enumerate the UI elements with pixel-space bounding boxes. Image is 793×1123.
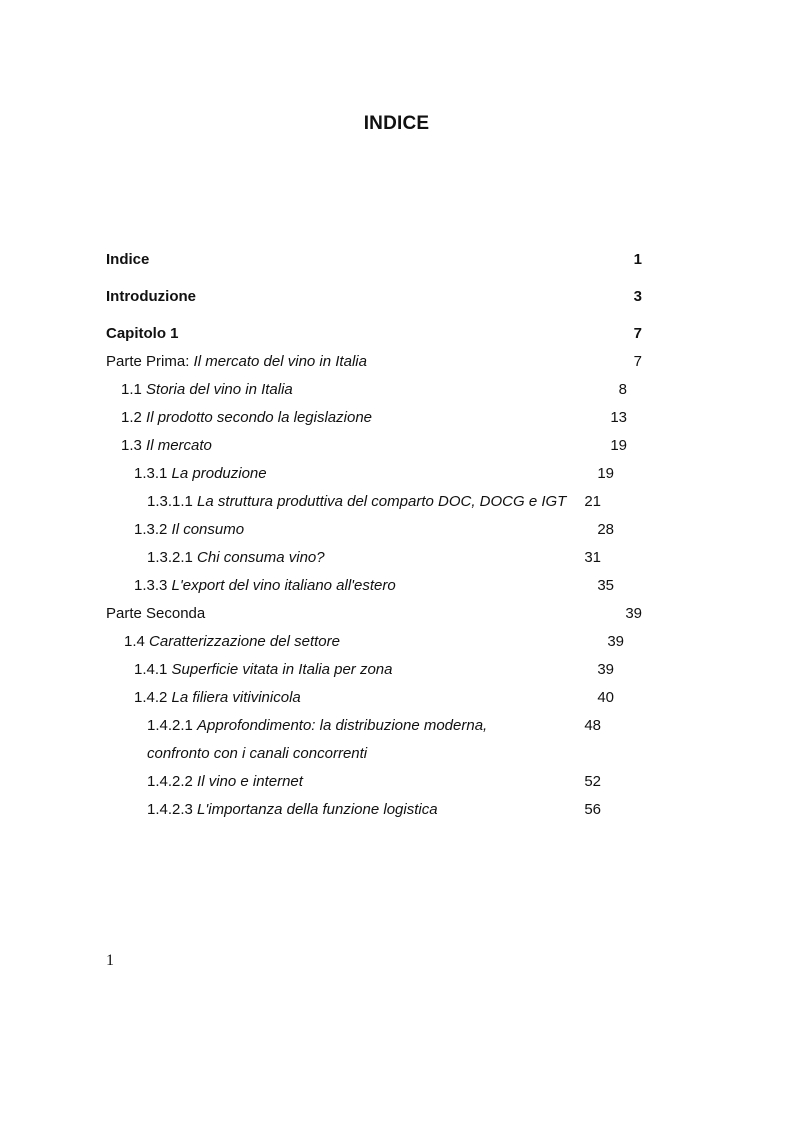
toc-entry-page: 31 (584, 549, 601, 566)
toc-entry-page: 39 (625, 605, 642, 622)
toc-entry-page: 39 (597, 661, 614, 678)
toc-entry-page: 7 (633, 353, 642, 370)
toc-entry-label: Indice (106, 251, 150, 268)
toc-entry-1-4-2 (106, 684, 656, 712)
toc-entry-1-2 (106, 404, 656, 432)
toc-entry-1-3-1-1 (106, 488, 656, 516)
toc-entry-page: 21 (584, 493, 601, 510)
page-title: INDICE (363, 113, 430, 134)
toc-entry-title: L'export del vino italiano all'estero (171, 577, 396, 594)
toc-entry-number: 1.3.3 (134, 577, 172, 594)
toc-entry-page: 19 (597, 465, 614, 482)
toc-entry-indice (106, 246, 656, 274)
toc-entry-page: 52 (584, 773, 601, 790)
toc-entry-label (147, 768, 577, 796)
toc-entry-title: Il mercato del vino in Italia (193, 353, 367, 370)
toc-entry-title: Caratterizzazione del settore (149, 633, 340, 650)
toc-entry-number: 1.4.2.3 (147, 801, 198, 818)
toc-entry-1-1 (106, 376, 656, 404)
toc-entry-page: 56 (584, 801, 601, 818)
toc-entry-title: Il mercato (146, 437, 212, 454)
toc-entry-parte-seconda (106, 600, 656, 628)
toc-entry-title: Il consumo (171, 521, 245, 538)
toc-entry-number: 1.4.2.1 (147, 717, 198, 734)
toc-entry-1-4-2-2 (106, 768, 656, 796)
toc-entry-number: 1.3.2 (134, 521, 172, 538)
toc-entry-1-3-3 (106, 572, 656, 600)
toc-entry-page: 19 (610, 437, 627, 454)
toc-entry-label (147, 488, 577, 516)
toc-entry-label (121, 404, 591, 432)
toc-entry-label (147, 796, 577, 824)
toc-entry-title: Il prodotto secondo la legislazione (146, 409, 373, 426)
toc-entry-1-4-2-1 (106, 712, 656, 768)
toc-entry-number: 1.4.1 (134, 661, 172, 678)
toc-entry-page: 1 (633, 251, 642, 268)
toc-entry-label (106, 348, 576, 376)
toc-entry-label (124, 628, 594, 656)
toc-entry-number: 1.4.2.2 (147, 773, 198, 790)
toc-entry-1-3 (106, 432, 656, 460)
toc-entry-label (134, 460, 604, 488)
toc-entry-label (121, 376, 591, 404)
toc-entry-number: 1.3.1.1 (147, 493, 198, 510)
toc-entry-1-3-2 (106, 516, 656, 544)
toc-entry-page: 7 (633, 325, 642, 342)
toc-entry-introduzione (106, 283, 656, 311)
toc-entry-label (147, 544, 577, 572)
toc-entry-parte-prima (106, 348, 656, 376)
toc-entry-label (134, 684, 604, 712)
toc-entry-1-3-1 (106, 460, 656, 488)
toc-entry-label (134, 516, 604, 544)
toc-entry-title: La struttura produttiva del comparto DOC, DOCG e IGT (197, 493, 567, 510)
toc-entry-title: Storia del vino in Italia (146, 381, 293, 398)
toc-entry-number: 1.1 (121, 381, 147, 398)
toc-entry-number: 1.4.2 (134, 689, 172, 706)
toc-entry-page: 35 (597, 577, 614, 594)
toc-entry-page: 40 (597, 689, 614, 706)
toc-entry-number: Parte Prima: (106, 353, 194, 370)
toc-entry-page: 48 (584, 717, 601, 734)
toc-entry-label: Introduzione (106, 288, 196, 305)
toc-entry-page: 28 (597, 521, 614, 538)
toc-entry-title: La filiera vitivinicola (171, 689, 301, 706)
toc-entry-capitolo-1 (106, 320, 656, 348)
toc-entry-title: La produzione (171, 465, 267, 482)
toc-entry-title: L'importanza della funzione logistica (197, 801, 438, 818)
toc-entry-number: 1.3.2.1 (147, 549, 198, 566)
toc-entry-number: 1.2 (121, 409, 147, 426)
toc-entry-page: 39 (607, 633, 624, 650)
toc-entry-1-4-2-3 (106, 796, 656, 824)
toc-entry-number: 1.3.1 (134, 465, 172, 482)
toc-entry-label (134, 656, 604, 684)
toc-entry-number: 1.4 (124, 633, 150, 650)
toc-entry-1-3-2-1 (106, 544, 656, 572)
page-number: 1 (106, 952, 114, 969)
toc-entry-page: 13 (610, 409, 627, 426)
toc-entry-title: Superficie vitata in Italia per zona (171, 661, 393, 678)
toc-entry-title: Il vino e internet (197, 773, 303, 790)
table-of-contents (106, 246, 656, 824)
toc-entry-label (134, 572, 604, 600)
toc-entry-1-4 (106, 628, 656, 656)
toc-entry-number: 1.3 (121, 437, 147, 454)
toc-entry-label (147, 712, 527, 768)
toc-entry-title: Approfondimento: la distribuzione moderna, confronto con i canali concorrenti (147, 717, 488, 762)
toc-entry-label: Capitolo 1 (106, 325, 179, 342)
toc-entry-label (121, 432, 591, 460)
toc-entry-title: Chi consuma vino? (197, 549, 325, 566)
toc-entry-1-4-1 (106, 656, 656, 684)
toc-entry-label: Parte Seconda (106, 605, 206, 622)
toc-entry-page: 8 (618, 381, 627, 398)
toc-entry-page: 3 (633, 288, 642, 305)
